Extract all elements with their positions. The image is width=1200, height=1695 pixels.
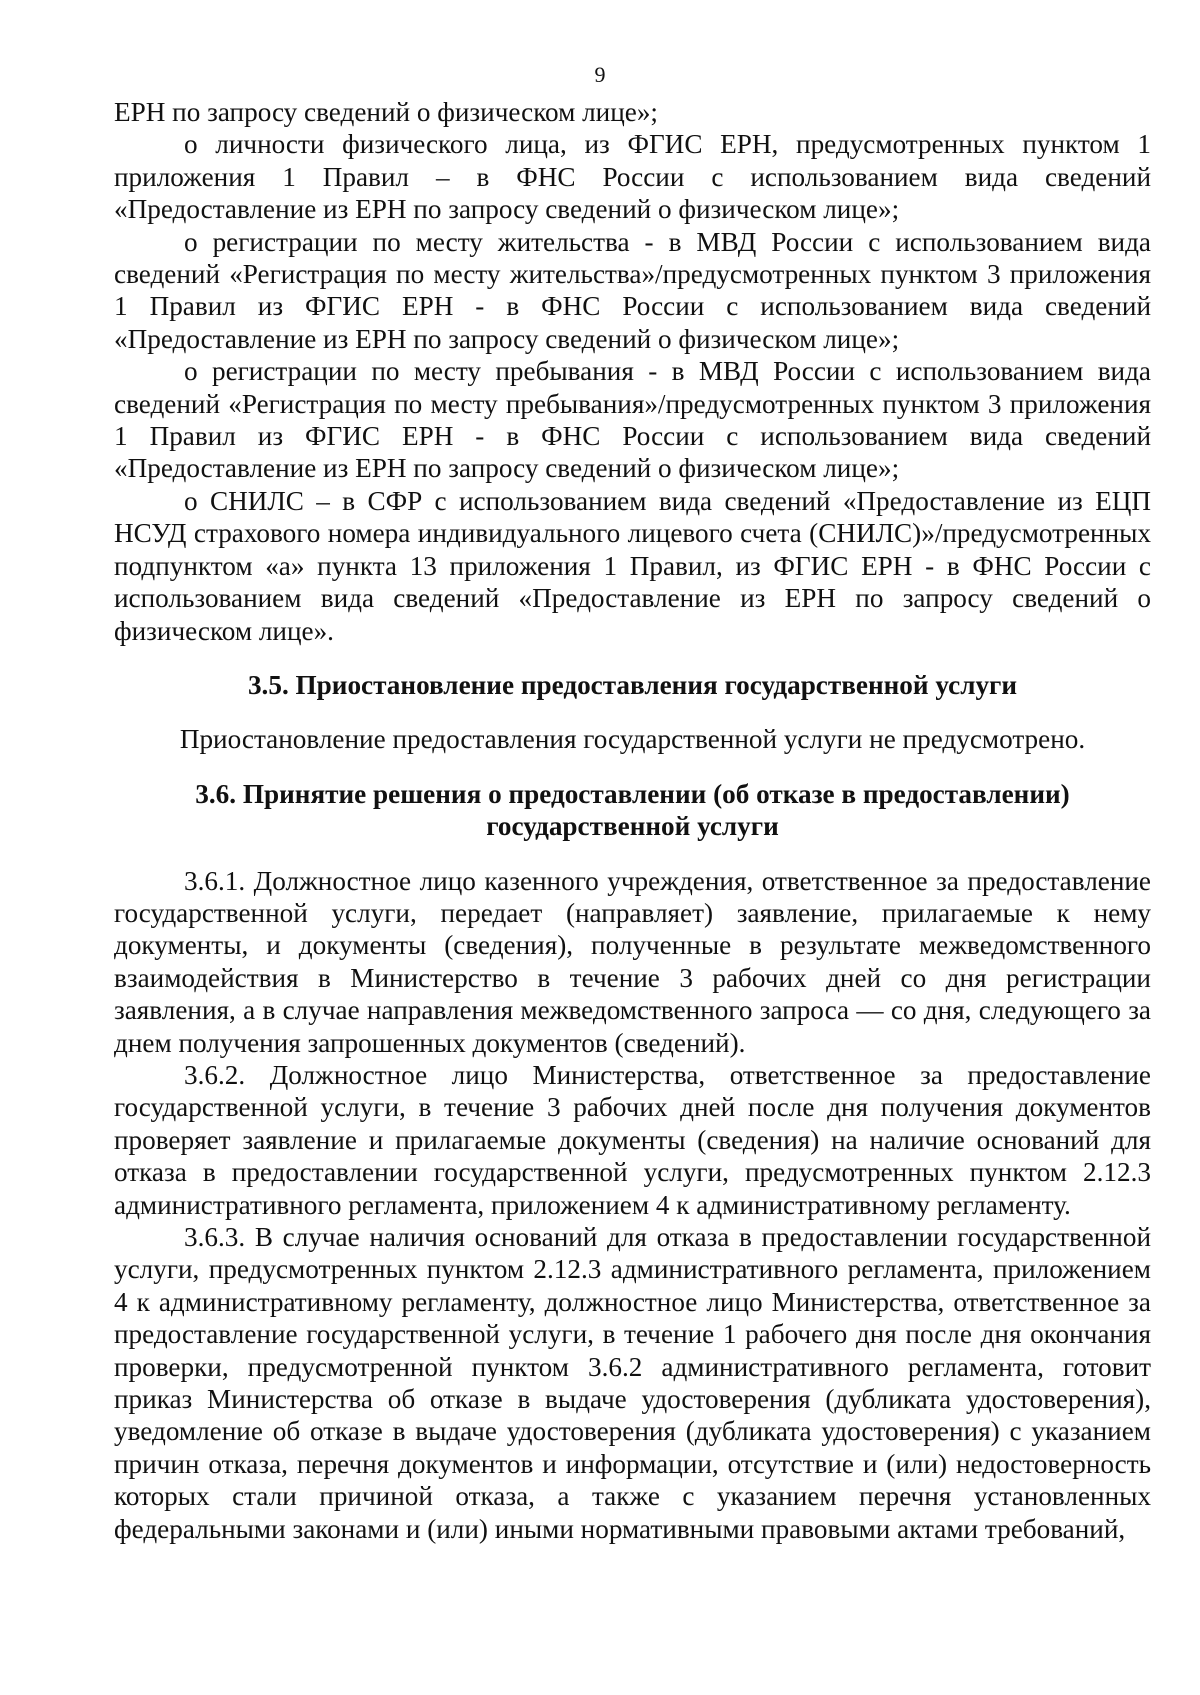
paragraph-residence-registration: о регистрации по месту жительства - в МВД России с использованием вида сведений «Регистрация по месту жительства»/предусмотренных пунктом 3 приложения 1 Правил из ФГИС ЕРН - в ФНС России с использованием вида сведений «Предоставление из ЕРН по запросу сведений о физическом лице»; <box>114 226 1151 354</box>
paragraph-stay-registration: о регистрации по месту пребывания - в МВД России с использованием вида сведений «Регистрация по месту пребывания»/предусмотренных пунктом 3 приложения 1 Правил из ФГИС ЕРН - в ФНС России с использованием вида сведений «Предоставление из ЕРН по запросу сведений о физическом лице»; <box>114 356 1151 484</box>
section-3-5-text: Приостановление предоставления государственной услуги не предусмотрено. <box>179 724 1086 755</box>
document-body <box>114 96 1151 1545</box>
paragraph-3-6-1: 3.6.1. Должностное лицо казенного учреждения, ответственное за предоставление государственной услуги, передает (направляет) заявление, прилагаемые к нему документы, и документы (сведения), полученные в результате межведомственного взаимодействия в Министерство в течение 3 рабочих дней со дня регистрации заявления, а в случае направления межведомственного запроса — со дня, следующего за днем получения запрошенных документов (сведений). <box>114 865 1151 1058</box>
page-number: 9 <box>594 62 606 87</box>
paragraph-continuation: ЕРН по запросу сведений о физическом лице»; <box>114 97 658 127</box>
paragraph-identity: о личности физического лица, из ФГИС ЕРН, предусмотренных пунктом 1 приложения 1 Правил – в ФНС России с использованием вида сведений «Предоставление из ЕРН по запросу сведений о физическом лице»; <box>114 129 1151 225</box>
section-3-6-title-line2: государственной услуги <box>486 811 779 842</box>
section-3-6-title <box>114 778 1151 843</box>
paragraph-3-6-3: 3.6.3. В случае наличия оснований для отказа в предоставлении государственной услуги, предусмотренных пунктом 2.12.3 административного регламента, приложением 4 к административному регламенту, должностное лицо Министерства, ответственное за предоставление государственной услуги, в течение 1 рабочего дня после дня окончания проверки, предусмотренной пунктом 3.6.2 административного регламента, готовит приказ Министерства об отказе в выдаче удостоверения (дубликата удостоверения), уведомление об отказе в выдаче удостоверения (дубликата удостоверения) с указанием причин отказа, перечня документов и информации, отсутствие и (или) недостоверность которых стали причиной отказа, а также с указанием перечня установленных федеральными законами и (или) иными нормативными правовыми актами требований, <box>114 1222 1151 1544</box>
paragraph-3-6-2: 3.6.2. Должностное лицо Министерства, ответственное за предоставление государственной услуги, в течение 3 рабочих дней после дня получения документов проверяет заявление и прилагаемые документы (сведения) на наличие оснований для отказа в предоставлении государственной услуги, предусмотренных пунктом 2.12.3 административного регламента, приложением 4 к административному регламенту. <box>114 1059 1151 1220</box>
paragraph-snils: о СНИЛС – в СФР с использованием вида сведений «Предоставление из ЕЦП НСУД страхового номера индивидуального лицевого счета (СНИЛС)»/предусмотренных подпунктом «а» пункта 13 приложения 1 Правил, из ФГИС ЕРН - в ФНС России с использованием вида сведений «Предоставление из ЕРН по запросу сведений о физическом лице». <box>114 485 1151 646</box>
section-3-5-title: 3.5. Приостановление предоставления государственной услуги <box>247 669 1018 700</box>
section-3-6-title-line1: 3.6. Принятие решения о предоставлении (об отказе в предоставлении) <box>195 778 1070 809</box>
